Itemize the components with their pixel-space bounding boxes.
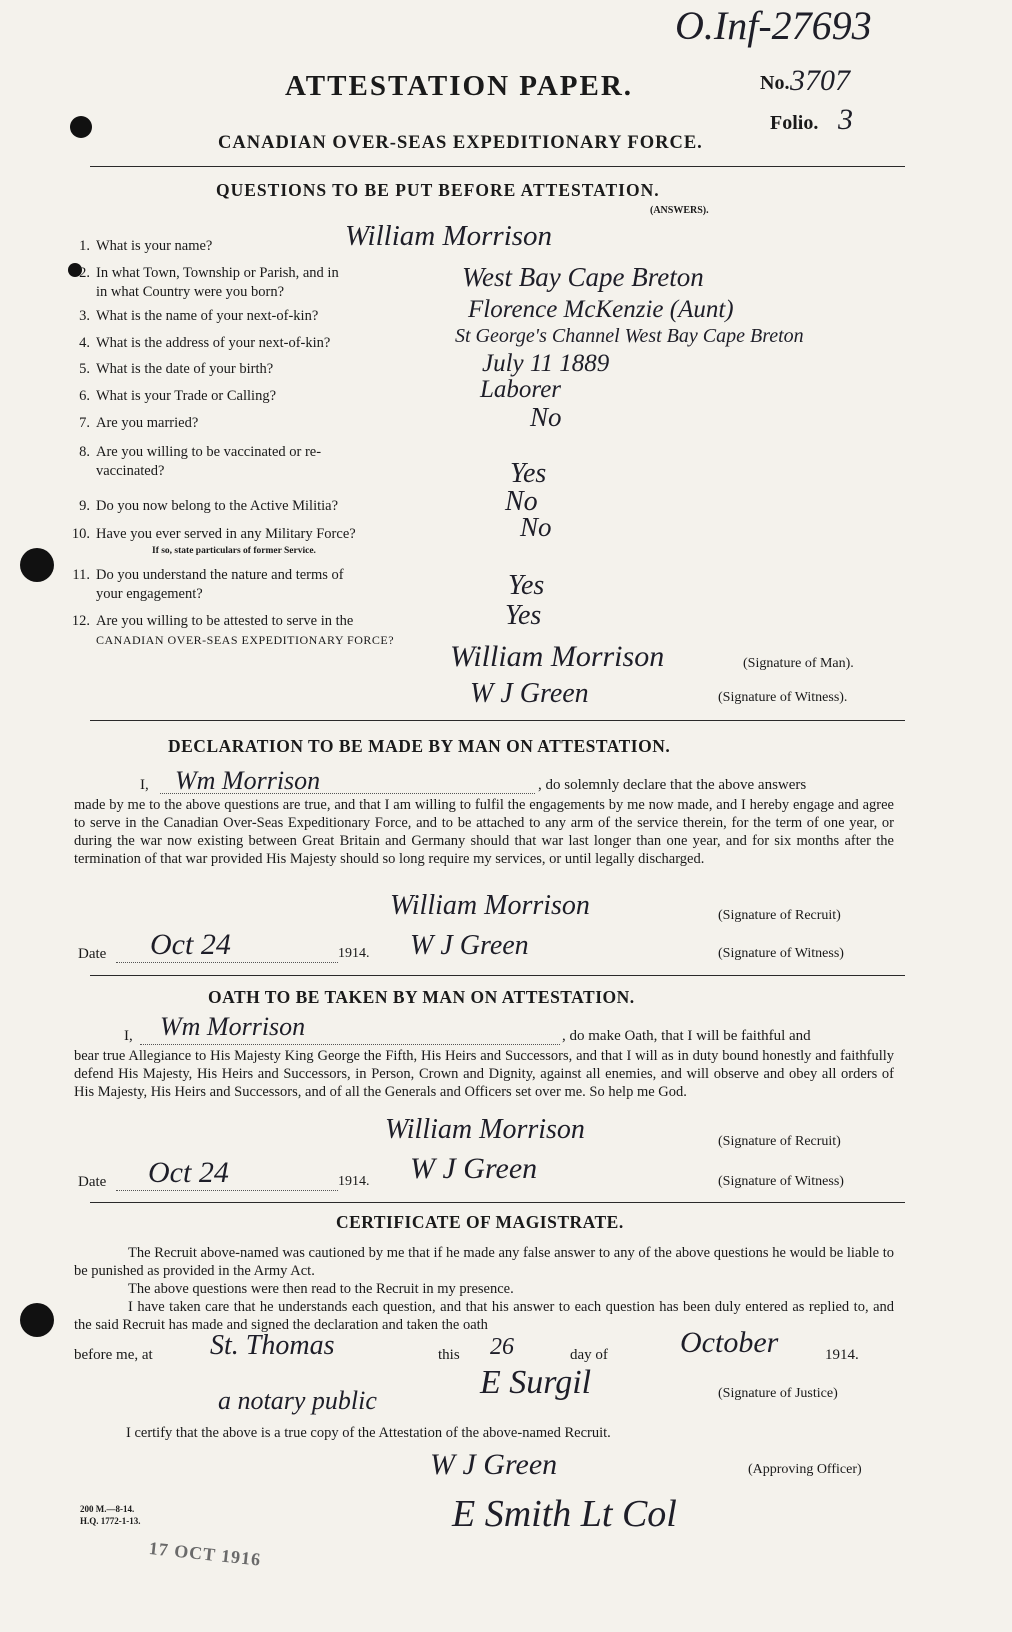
answer-5: July 11 1889 [482,350,610,377]
question-8: 8. Are you willing to be vaccinated or re- vaccinated? [79,444,322,479]
question-12: 12. Are you willing to be attested to serve in the CANADIAN OVER-SEAS EXPEDITIONARY FORCE? [71,613,395,647]
print-code-1: 200 M.—8-14. [80,1504,135,1514]
signature-of-witness-label: (Signature of Witness). [718,690,848,705]
folio-label: Folio. [770,112,819,134]
answer-9: No [505,486,538,517]
signature-of-witness: W J Green [470,678,589,709]
notary-note: a notary public [218,1386,377,1415]
answer-10: No [520,512,552,542]
declaration-heading: DECLARATION TO BE MADE BY MAN ON ATTESTATION. [168,736,671,756]
oath-witness-signature: W J Green [410,1152,538,1185]
certificate-heading: CERTIFICATE OF MAGISTRATE. [336,1212,624,1232]
header-rule [90,166,905,167]
question-10-note: If so, state particulars of former Service. [152,546,316,556]
question-7: 7. Are you married? [79,415,199,431]
certificate-year: 1914. [825,1347,859,1363]
declaration-date-label: Date [78,946,107,962]
declaration-body: made by me to the above questions are true, and that I am willing to fulfil the engagements by me now made, and I hereby engage and agree to serve in the Canadian Over-Seas Expeditionary Force, and to be attached to any arm of the service therein, for the term of one year, or during the war now existing between Great Britain and Germany should that war last longer than one year, and for six months after the termination of that war provided His Majesty should so long require my services, or until legally discharged. [74,797,894,867]
this-label: this [438,1347,460,1363]
questions-heading: QUESTIONS TO BE PUT BEFORE ATTESTATION. [216,180,660,200]
oath-recruit-label: (Signature of Recruit) [718,1134,841,1149]
signature-of-man: William Morrison [450,640,665,673]
justice-signature: E Surgil [480,1364,592,1401]
questions-rule [90,720,905,721]
answer-7: No [530,402,562,432]
oath-year: 1914. [338,1174,370,1189]
question-11: 11. Do you understand the nature and terms of your engagement? [72,567,344,602]
reference-number: O.Inf-27693 [675,3,872,48]
declaration-name-line [160,793,535,794]
question-10: 10. Have you ever served in any Military Force? [71,526,356,542]
declaration-rule [90,975,905,976]
question-4: 4. What is the address of your next-of-kin? [79,335,331,351]
day-value: 26 [490,1334,514,1360]
answer-2: West Bay Cape Breton [462,262,704,292]
question-9: 9. Do you now belong to the Active Militia? [79,498,339,514]
answer-1: William Morrison [345,220,553,252]
question-2: 2. In what Town, Township or Parish, and in in what Country were you born? [79,265,339,300]
number-label: No. [760,72,790,94]
signature-of-man-label: (Signature of Man). [743,656,854,671]
oath-rule [90,1202,905,1203]
folio-value: 3 [838,103,853,136]
certificate-paragraph-2: The above questions were then read to the Recruit in my presence. [128,1281,514,1297]
declaration-line1: , do solemnly declare that the above answers [538,777,807,793]
number-value: 3707 [790,64,850,97]
answer-6: Laborer [480,376,562,403]
print-code-2: H.Q. 1772-1-13. [80,1516,141,1526]
declaration-witness-signature: W J Green [410,930,529,961]
force-name: CANADIAN OVER-SEAS EXPEDITIONARY FORCE. [218,133,703,153]
answer-11: Yes [508,570,545,601]
before-me-label: before me, at [74,1347,153,1363]
oath-witness-label: (Signature of Witness) [718,1174,844,1189]
answer-12: Yes [505,600,542,631]
page-title: ATTESTATION PAPER. [285,70,634,102]
certificate-paragraph-1: The Recruit above-named was cautioned by me that if he made any false answer to any of the above questions he would be liable to be punished as provided in the Army Act. [74,1245,894,1279]
answers-label: (ANSWERS). [650,205,709,216]
declaration-recruit-signature: William Morrison [390,890,590,921]
oath-date-value: Oct 24 [148,1156,229,1189]
oath-heading: OATH TO BE TAKEN BY MAN ON ATTESTATION. [208,987,635,1007]
justice-label: (Signature of Justice) [718,1386,838,1401]
approving-officer-label: (Approving Officer) [748,1462,862,1477]
additional-signature: E Smith Lt Col [452,1493,677,1535]
certificate-paragraph-3: I have taken care that he understands each question, and that his answer to each question has been duly entered as replied to, and the said Recruit has made and signed the declaration and taken the oath [74,1299,894,1333]
oath-line1: , do make Oath, that I will be faithful and [562,1028,811,1044]
month-value: October [680,1326,779,1359]
true-copy-statement: I certify that the above is a true copy of the Attestation of the above-named Recruit. [126,1425,611,1441]
declaration-name: Wm Morrison [175,766,321,795]
oath-lead: I, [124,1028,133,1044]
declaration-date-value: Oct 24 [150,928,231,961]
binder-hole-middle [20,548,54,582]
oath-recruit-signature: William Morrison [385,1114,585,1145]
binder-hole-lower [20,1303,54,1337]
question-1: 1. What is your name? [79,238,213,254]
received-stamp: 17 OCT 1916 [147,1538,263,1570]
answer-8: Yes [510,458,547,489]
answer-4: St George's Channel West Bay Cape Breton [455,325,804,347]
oath-name: Wm Morrison [160,1012,306,1041]
question-6: 6. What is your Trade or Calling? [79,388,277,404]
question-5: 5. What is the date of your birth? [79,361,274,377]
oath-date-label: Date [78,1174,107,1190]
question-3: 3. What is the name of your next-of-kin? [79,308,319,324]
oath-body: bear true Allegiance to His Majesty King George the Fifth, His Heirs and Successors, and that I will as in duty bound honestly and faithfully defend His Majesty, His Heirs and Successors, in Person, Crown and Dignity, against all enemies, and will observe and obey all orders of His Majesty, His Heirs and Successors, and of all the Generals and Officers set over me. So help me God. [74,1048,894,1100]
declaration-lead: I, [140,777,149,793]
oath-name-line [140,1044,560,1045]
declaration-recruit-label: (Signature of Recruit) [718,908,841,923]
declaration-date-line [116,962,338,963]
day-of-label: day of [570,1347,608,1363]
place-value: St. Thomas [210,1330,335,1361]
binder-hole-top [70,116,92,138]
declaration-witness-label: (Signature of Witness) [718,946,844,961]
approving-officer-signature: W J Green [430,1448,558,1481]
answer-3: Florence McKenzie (Aunt) [468,296,734,323]
declaration-year: 1914. [338,946,370,961]
oath-date-line [116,1190,338,1191]
